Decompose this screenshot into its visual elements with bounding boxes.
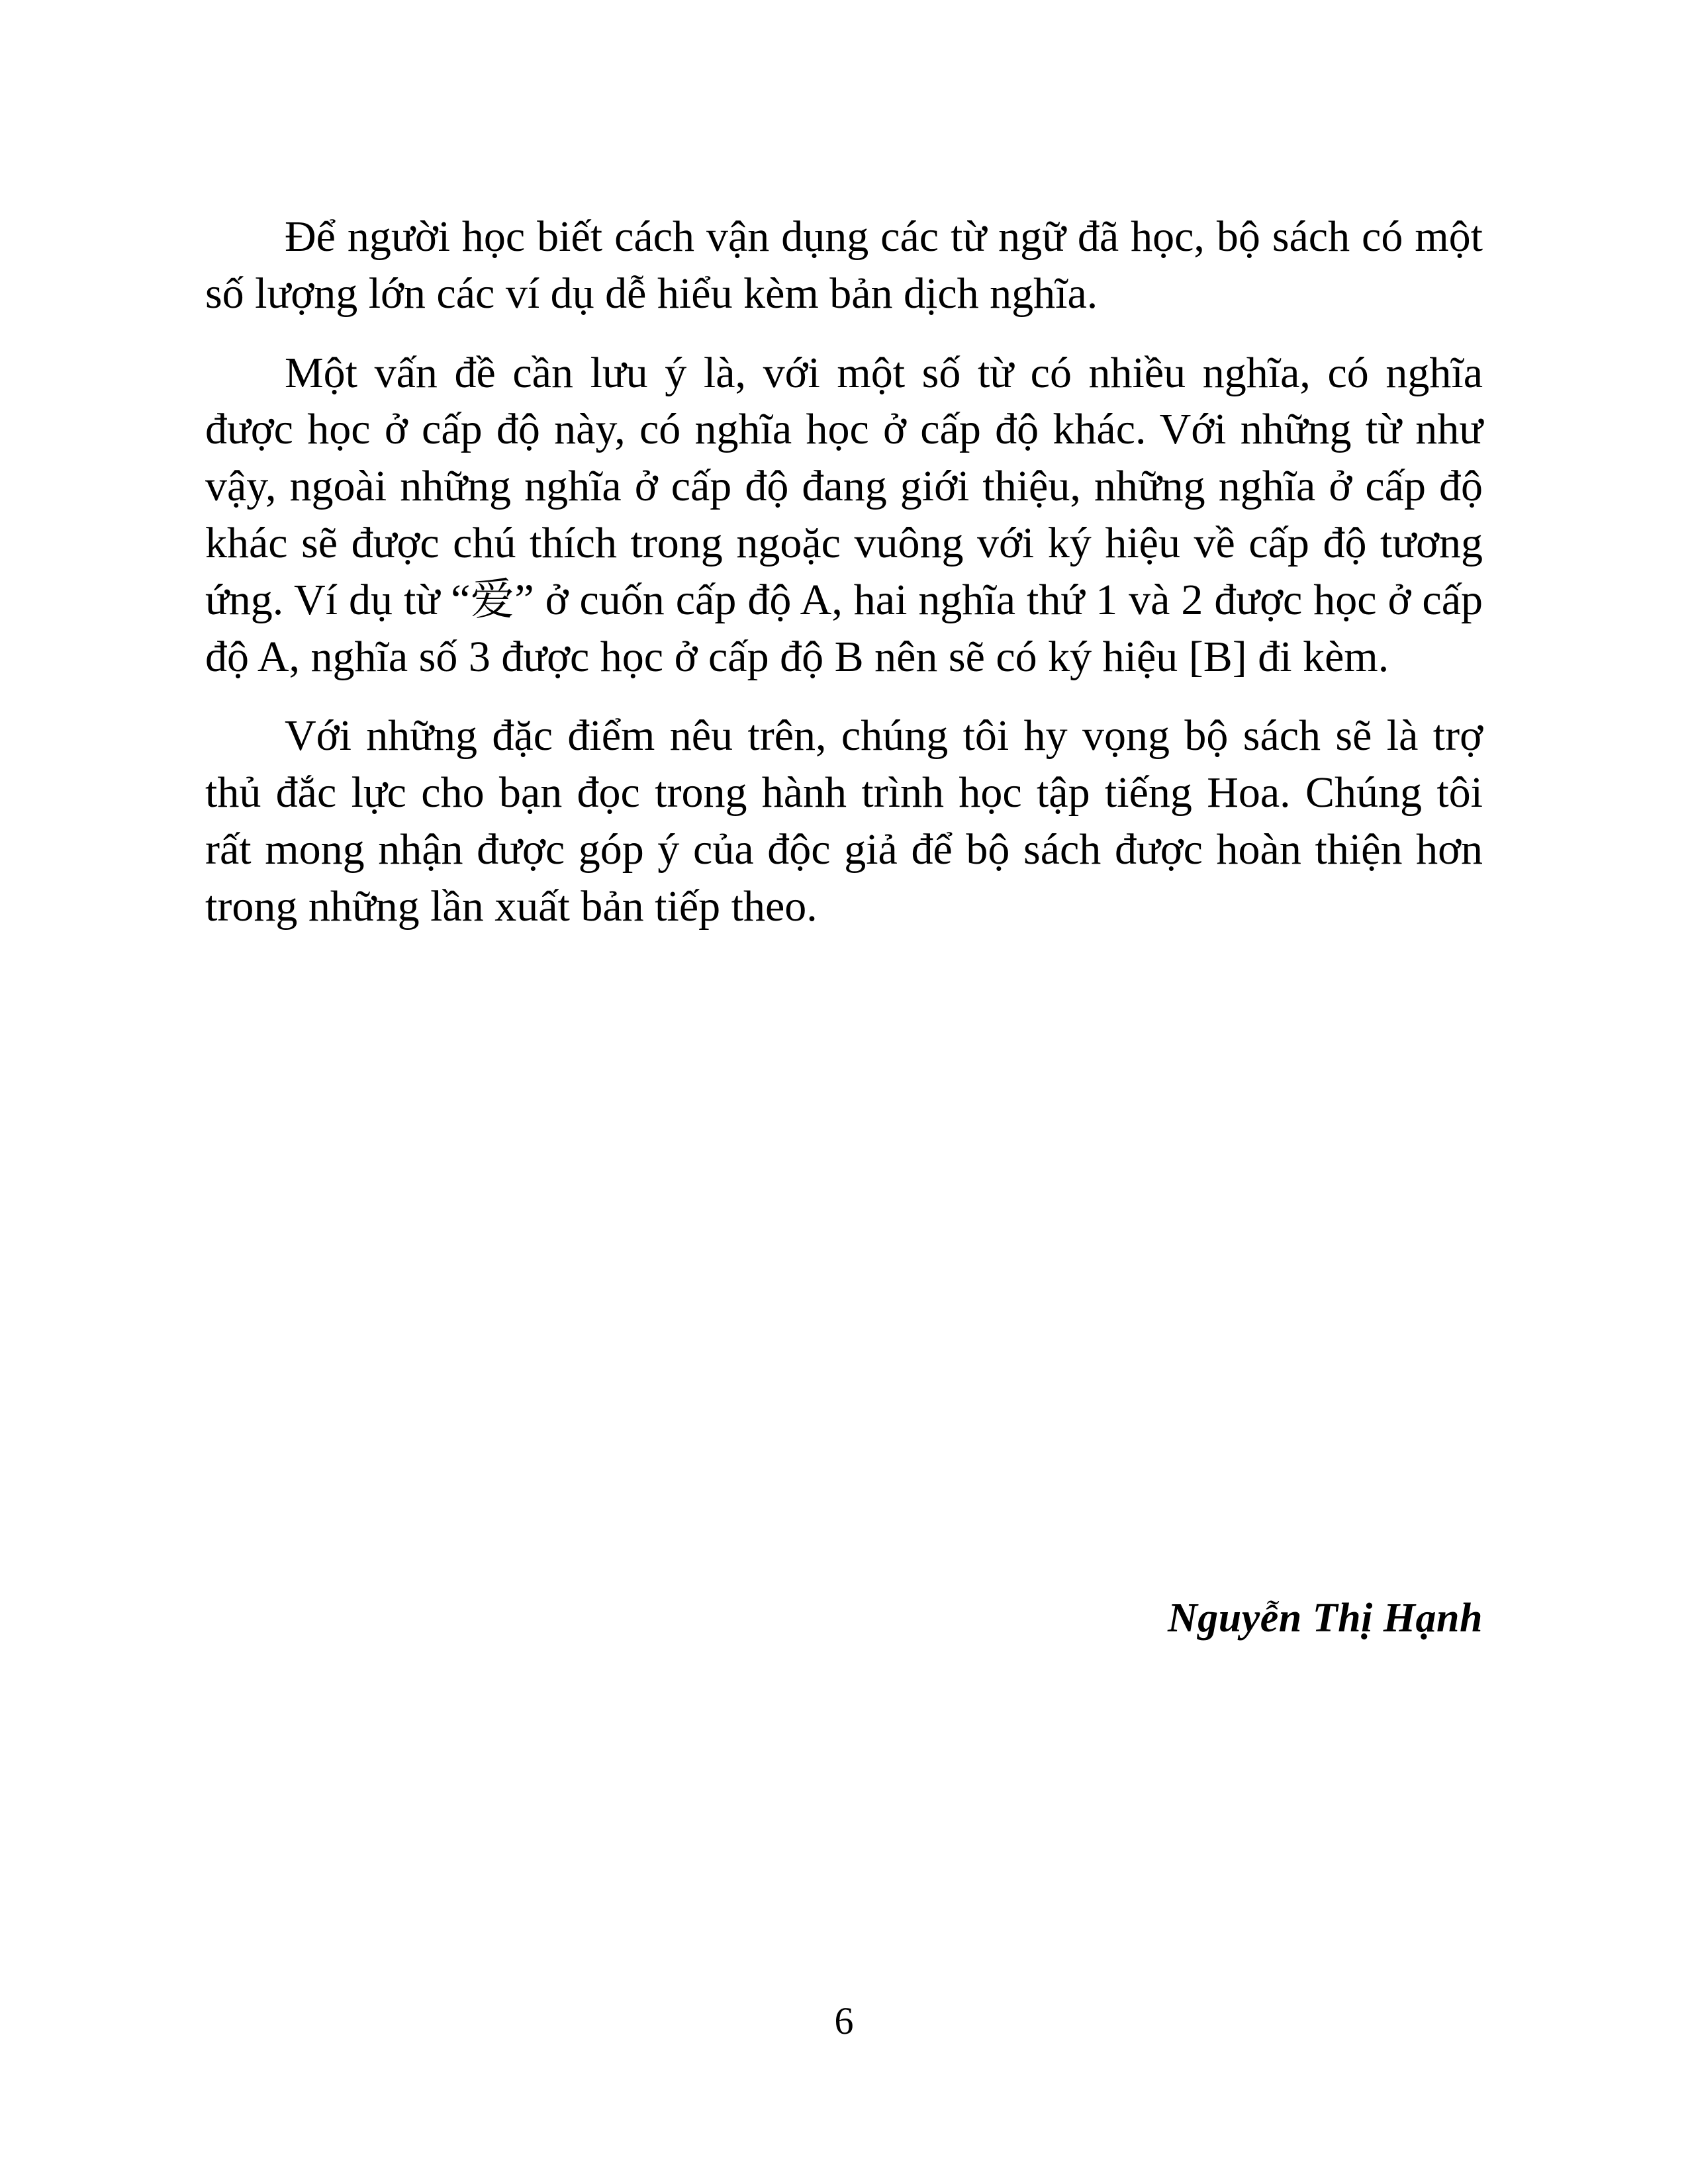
paragraph-3: Với những đặc điểm nêu trên, chúng tôi hy vọng bộ sách sẽ là trợ thủ đắc lực cho bạn đọc trong hành trình học tập tiếng Hoa. Chúng tôi rất mong nhận được góp ý của độc giả để bộ sách được hoàn thiện hơn trong những lần xuất bản tiếp theo. bbox=[205, 711, 1483, 931]
paragraph-1: Để người học biết cách vận dụng các từ ngữ đã học, bộ sách có một số lượng lớn các ví dụ dễ hiểu kèm bản dịch nghĩa. bbox=[205, 212, 1483, 318]
author-signature: Nguyễn Thị Hạnh bbox=[1167, 1596, 1483, 1641]
page-number: 6 bbox=[834, 1999, 854, 2042]
body-text bbox=[205, 208, 1483, 935]
paragraph-2: Một vấn đề cần lưu ý là, với một số từ có nhiều nghĩa, có nghĩa được học ở cấp độ này, có nghĩa học ở cấp độ khác. Với những từ như vậy, ngoài những nghĩa ở cấp độ đang giới thiệu, những nghĩa ở cấp độ khác sẽ được chú thích trong ngoặc vuông với ký hiệu về cấp độ tương ứng. Ví dụ từ “爱” ở cuốn cấp độ A, hai nghĩa thứ 1 và 2 được học ở cấp độ A, nghĩa số 3 được học ở cấp độ B nên sẽ có ký hiệu [B] đi kèm. bbox=[205, 348, 1483, 681]
